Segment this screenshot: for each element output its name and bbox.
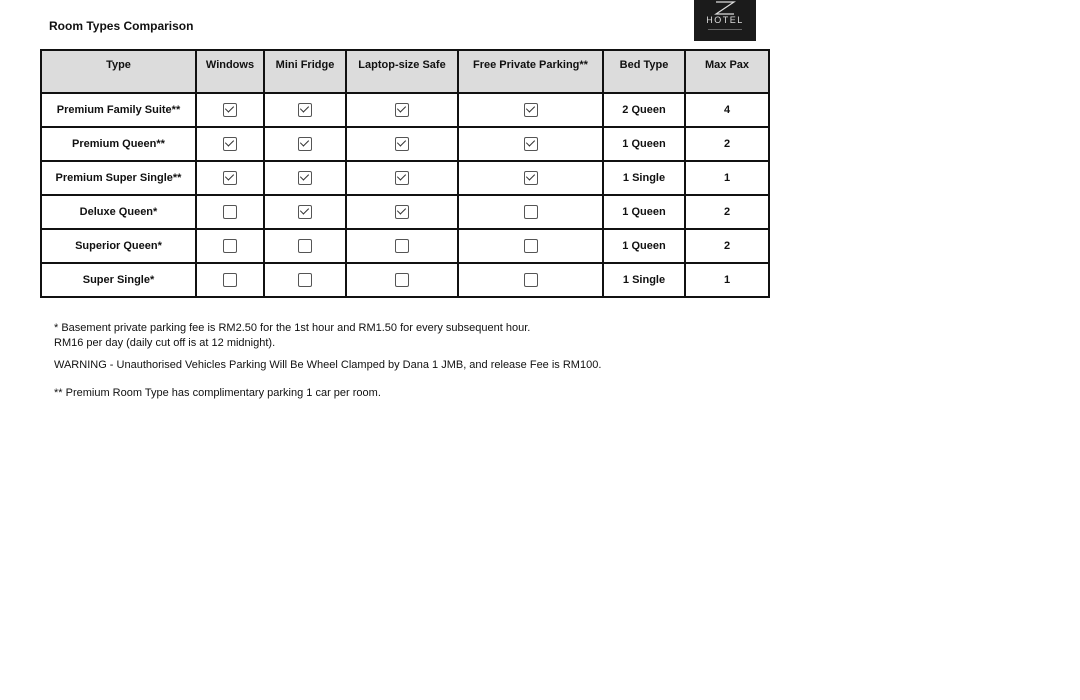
bed-type-cell: 2 Queen [603,93,685,127]
parking-daily-note: RM16 per day (daily cut off is at 12 midnight). [54,337,276,349]
hotel-logo [694,0,756,41]
room-type-cell: Super Single* [41,263,196,297]
table-row [41,161,769,195]
room-type-cell: Deluxe Queen* [41,195,196,229]
checked-box-icon [524,103,538,117]
column-header: Mini Fridge [264,50,346,93]
checked-box-icon [395,103,409,117]
checked-box-icon [223,171,237,185]
max-pax-cell: 1 [685,161,769,195]
room-type-cell: Premium Super Single** [41,161,196,195]
column-header: Bed Type [603,50,685,93]
unchecked-box-icon [524,239,538,253]
unchecked-box-icon [395,273,409,287]
feature-cell-fridge [264,93,346,127]
max-pax-cell: 2 [685,127,769,161]
bed-type-cell: 1 Queen [603,229,685,263]
table-header-row [41,50,769,93]
feature-cell-parking [458,93,603,127]
unchecked-box-icon [298,273,312,287]
feature-cell-windows [196,263,264,297]
unchecked-box-icon [223,239,237,253]
column-header: Free Private Parking** [458,50,603,93]
checked-box-icon [298,171,312,185]
feature-cell-safe [346,161,458,195]
max-pax-cell: 2 [685,229,769,263]
max-pax-cell: 1 [685,263,769,297]
checked-box-icon [524,171,538,185]
feature-cell-safe [346,195,458,229]
feature-cell-parking [458,263,603,297]
unchecked-box-icon [395,239,409,253]
feature-cell-parking [458,161,603,195]
max-pax-cell: 2 [685,195,769,229]
feature-cell-windows [196,93,264,127]
feature-cell-fridge [264,195,346,229]
room-comparison-table [40,49,770,298]
table-row [41,127,769,161]
bed-type-cell: 1 Queen [603,195,685,229]
unchecked-box-icon [223,273,237,287]
column-header: Windows [196,50,264,93]
column-header: Max Pax [685,50,769,93]
logo-brand-text: HOTEL [706,15,744,25]
unchecked-box-icon [524,205,538,219]
feature-cell-windows [196,229,264,263]
table-row [41,263,769,297]
bed-type-cell: 1 Queen [603,127,685,161]
parking-fee-note: * Basement private parking fee is RM2.50 for the 1st hour and RM1.50 for every subsequent hour. [54,322,531,334]
feature-cell-windows [196,161,264,195]
warning-note: WARNING - Unauthorised Vehicles Parking Will Be Wheel Clamped by Dana 1 JMB, and release Fee is RM100. [54,359,602,371]
unchecked-box-icon [223,205,237,219]
column-header: Type [41,50,196,93]
room-type-cell: Premium Family Suite** [41,93,196,127]
feature-cell-safe [346,127,458,161]
feature-cell-fridge [264,127,346,161]
checked-box-icon [223,137,237,151]
feature-cell-parking [458,229,603,263]
checked-box-icon [298,137,312,151]
feature-cell-fridge [264,263,346,297]
premium-note: ** Premium Room Type has complimentary parking 1 car per room. [54,387,381,399]
logo-underline [708,29,742,30]
bed-type-cell: 1 Single [603,263,685,297]
checked-box-icon [395,205,409,219]
notes-section [54,321,601,401]
feature-cell-windows [196,127,264,161]
bed-type-cell: 1 Single [603,161,685,195]
feature-cell-safe [346,263,458,297]
unchecked-box-icon [524,273,538,287]
feature-cell-fridge [264,161,346,195]
room-type-cell: Premium Queen** [41,127,196,161]
feature-cell-safe [346,229,458,263]
feature-cell-parking [458,127,603,161]
checked-box-icon [223,103,237,117]
checked-box-icon [395,137,409,151]
page-title: Room Types Comparison [49,19,194,33]
checked-box-icon [298,205,312,219]
feature-cell-safe [346,93,458,127]
table-row [41,229,769,263]
table-row [41,93,769,127]
feature-cell-parking [458,195,603,229]
max-pax-cell: 4 [685,93,769,127]
room-type-cell: Superior Queen* [41,229,196,263]
z-logo-icon [714,1,736,15]
checked-box-icon [524,137,538,151]
feature-cell-windows [196,195,264,229]
table-body [41,93,769,297]
checked-box-icon [298,103,312,117]
checked-box-icon [395,171,409,185]
column-header: Laptop-size Safe [346,50,458,93]
unchecked-box-icon [298,239,312,253]
feature-cell-fridge [264,229,346,263]
table-row [41,195,769,229]
